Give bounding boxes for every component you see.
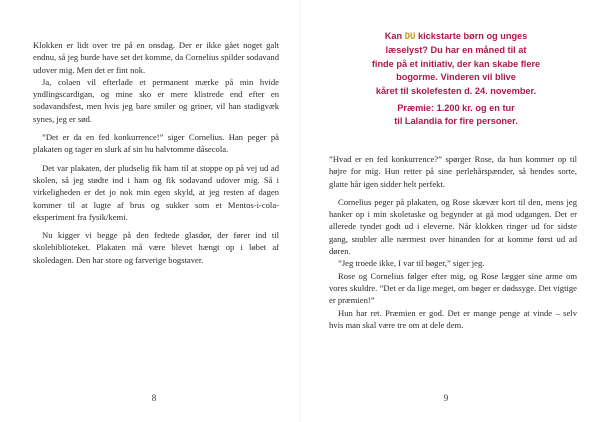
- poster-line: kåret til skolefesten d. 24. november.: [375, 85, 537, 96]
- paragraph: Rose og Cornelius følger efter mig, og Rose lægger sine arme om vores skuldre. ”Det er da lige meget, om bøger er dødssyge. Det vigtige er præmien!”: [329, 270, 577, 306]
- paragraph: ”Jeg troede ikke, I var til bøger,” siger jeg.: [338, 258, 485, 269]
- paragraph: ”Det er da en fed konkurrence!” siger Cornelius. Han peger på plakaten og tager en slurk af sin hu halvtomme dåsecola.: [33, 132, 279, 155]
- prize-line: Præmie: 1.200 kr. og en tur: [397, 103, 515, 114]
- paragraph: Det var plakaten, der pludselig fik ham til at stoppe op på vej ud ad skolen, så jeg stødte ind i ham og fik sodavand udover mig. Så i virkeligheden er det jo nok min egen skyld, at jeg resten af dagen kommer til at lugte af brus og sukker som et Mentos-i-cola-eksperiment fra fysik/kemi.: [33, 162, 279, 222]
- right-page: [300, 0, 600, 422]
- page-number: 8: [151, 393, 157, 403]
- poster-line: Kan DU kickstarte børn og unges: [330, 30, 582, 44]
- right-page-body: [329, 153, 577, 331]
- paragraph: Cornelius peger på plakaten, og Rose skævær kort til den, mens jeg hanker op i min skoletaske og begynder at gå mod udgangen. Det er allerede tyndet godt ud i eleverne. Når klokken ringer ud for sidste gang, snubler alle nærmest over hinanden for at komme først ud ad døren.: [329, 196, 577, 257]
- page-number: 9: [443, 393, 449, 403]
- contest-poster-text: [330, 30, 582, 129]
- poster-line: bogorme. Vinderen vil blive: [396, 72, 516, 83]
- paragraph: Hun har ret. Præmien er god. Det er mange penge at vinde – selv hvis man skal være tre om at dele dem.: [329, 307, 577, 330]
- left-page-body: [33, 39, 279, 266]
- poster-line: finde på et initiativ, der kan skabe flere: [371, 58, 541, 69]
- paragraph: ”Hvad er en fed konkurrence?” spørger Rose, da hun kommer op til højre for mig. Hun retter på sine perlehårspænder, så hendes sorte, glatte hår igen sidder helt perfekt.: [329, 154, 577, 189]
- prize-line: til Lalandia for fire personer.: [394, 116, 518, 127]
- paragraph: Nu kigger vi begge på den fedtede glasdør, der fører ind til skolebiblioteket. Plakaten må være blevet hængt op i løbet af skoledagen. Den har store og farverige bogstaver.: [33, 230, 279, 265]
- paragraph: Ja, colaen vil efterlade et permanent mærke på min hvide yndlingscardigan, og mine sko er mere klistrede end efter en sodavandsfest, men hvis jeg bare smiler og griner, vil han stadigvæk synes, jeg er sød.: [33, 76, 279, 124]
- poster-line: læselyst? Du har en måned til at: [385, 45, 527, 56]
- du-emphasis: DU: [404, 32, 416, 42]
- paragraph: Klokken er lidt over tre på en onsdag. Der er ikke gået noget galt endnu, så jeg burde have set det komme, da Cornelius spilder sodavand udover mig. Men det er fint nok.: [33, 40, 279, 75]
